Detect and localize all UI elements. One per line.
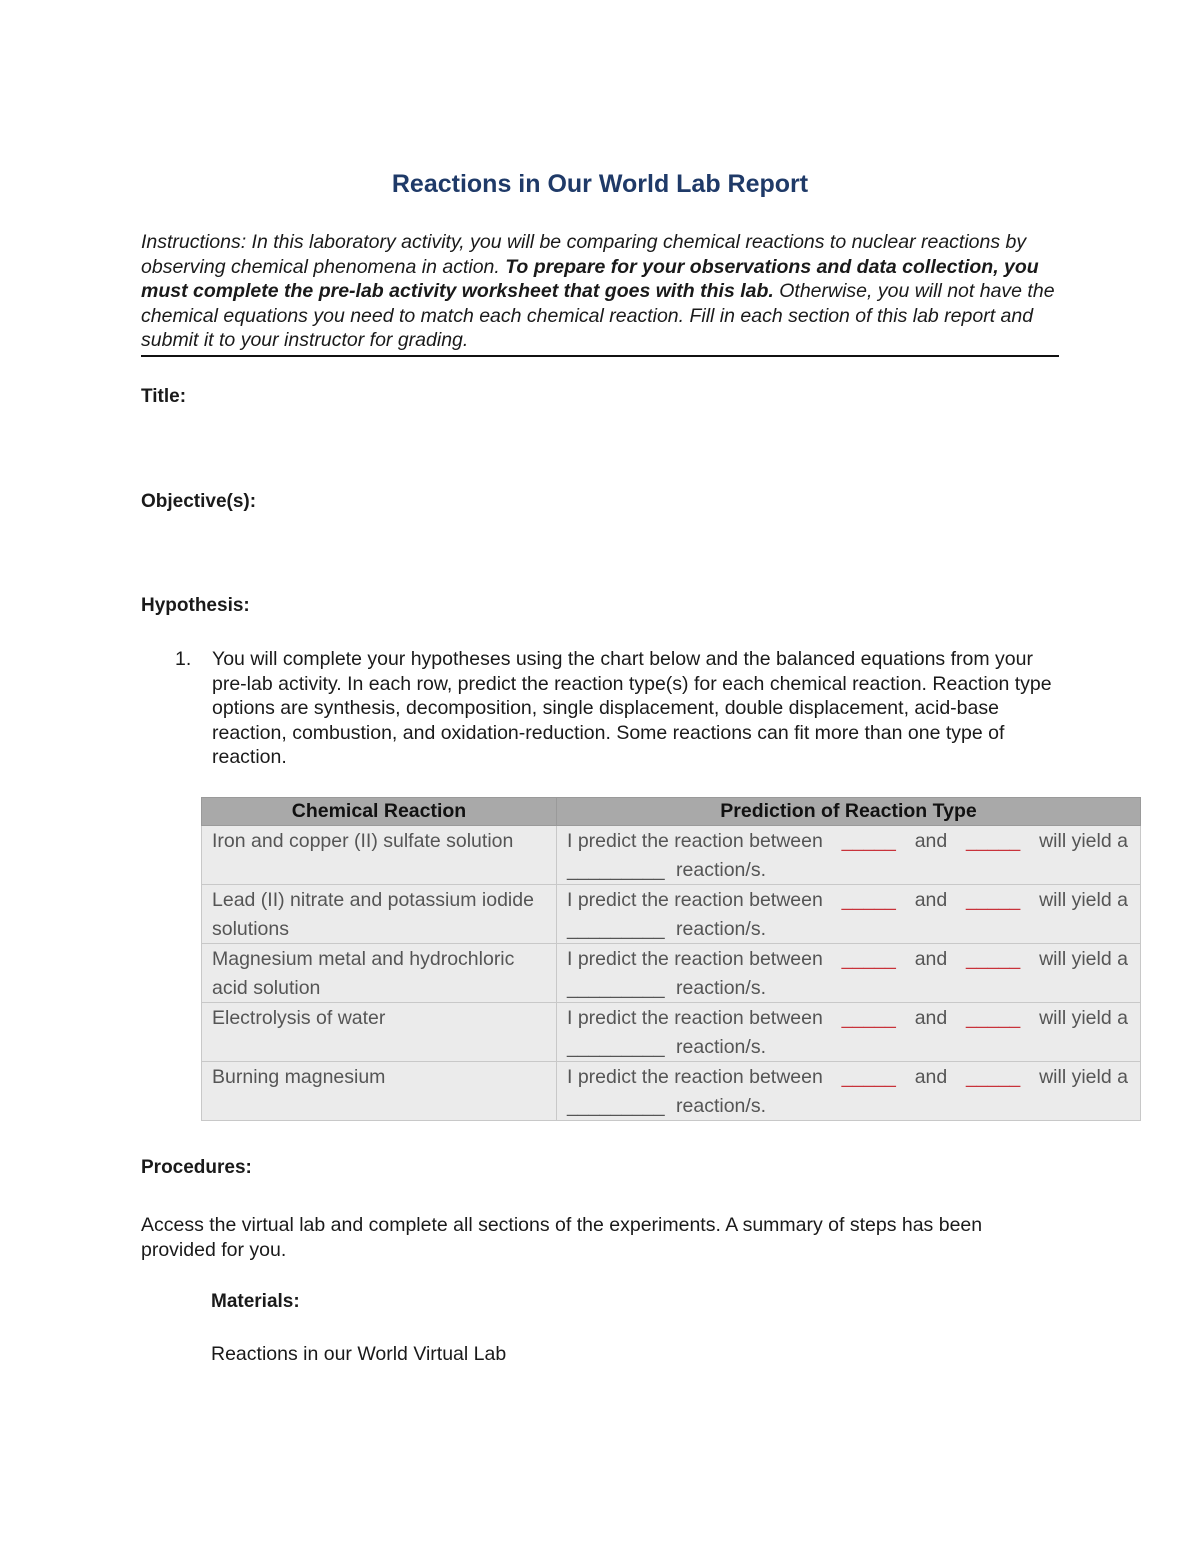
blank-reaction-type[interactable]: _________ [567,976,665,999]
reaction-cell: Electrolysis of water [202,1003,557,1062]
blank-reaction-type[interactable]: _________ [567,1094,665,1117]
prediction-and: and [914,1066,948,1088]
instructions-text: Instructions: In this laboratory activity, you will be comparing chemical reactions to nuclear reactions by observing chemical phenomena in action. [141,231,1027,278]
header-chemical-reaction: Chemical Reaction [202,798,557,826]
blank-reactant-2[interactable]: _____ [966,889,1021,911]
table-row [202,826,1141,885]
materials-heading: Materials: [211,1291,300,1312]
procedures-text: Access the virtual lab and complete all sections of the experiments. A summary of steps has been provided for you. [141,1214,983,1261]
table-row [202,885,1141,944]
prediction-lead: I predict the reaction between [567,948,823,970]
table-header-row [202,798,1141,826]
table-row [202,944,1141,1003]
list-item-text: You will complete your hypotheses using the chart below and the balanced equations from your pre-lab activity. In each row, predict the reaction type(s) for each chemical reaction. Reaction type options are synthesis, decomposition, single displacement, double displacement, acid-base reaction, combustion, and oxidation-reduction. Some reactions can fit more than one type of reaction. [212,648,1052,769]
prediction-lead: I predict the reaction between [567,1007,823,1029]
instructions-bold-text: To prepare for your observations and data collection, you must complete the pre-lab activity worksheet that goes with this lab. [141,255,1039,303]
hypothesis-heading: Hypothesis: [141,595,250,616]
blank-reactant-1[interactable]: _____ [841,889,896,911]
reaction-cell: Iron and copper (II) sulfate solution [202,826,557,885]
prediction-and: and [914,889,948,911]
prediction-tail: reaction/s. [676,976,766,999]
prediction-tail: reaction/s. [676,917,766,940]
prediction-and: and [914,948,948,970]
hypothesis-table [201,797,1141,1121]
prediction-tail: reaction/s. [676,858,766,881]
prediction-yield: will yield a [1039,1066,1128,1088]
blank-reactant-1[interactable]: _____ [841,830,896,852]
blank-reaction-type[interactable]: _________ [567,858,665,881]
blank-reactant-1[interactable]: _____ [841,1066,896,1088]
blank-reactant-1[interactable]: _____ [841,1007,896,1029]
prediction-cell [557,1003,1141,1062]
prediction-and: and [914,830,948,852]
reaction-cell: Burning magnesium [202,1062,557,1121]
blank-reactant-2[interactable]: _____ [966,1007,1021,1029]
hypothesis-list-item [175,647,1055,770]
prediction-cell [557,944,1141,1003]
procedures-heading: Procedures: [141,1157,252,1178]
table-row [202,1062,1141,1121]
prediction-tail: reaction/s. [676,1035,766,1058]
blank-reaction-type[interactable]: _________ [567,917,665,940]
prediction-lead: I predict the reaction between [567,830,823,852]
prediction-lead: I predict the reaction between [567,889,823,911]
prediction-lead: I predict the reaction between [567,1066,823,1088]
prediction-and: and [914,1007,948,1029]
blank-reaction-type[interactable]: _________ [567,1035,665,1058]
table-row [202,1003,1141,1062]
prediction-yield: will yield a [1039,889,1128,911]
reaction-cell: Magnesium metal and hydrochloric acid solution [202,944,557,1003]
prediction-tail: reaction/s. [676,1094,766,1117]
prediction-yield: will yield a [1039,830,1128,852]
prediction-yield: will yield a [1039,1007,1128,1029]
reaction-cell: Lead (II) nitrate and potassium iodide solutions [202,885,557,944]
materials-text: Reactions in our World Virtual Lab [211,1343,507,1365]
header-prediction: Prediction of Reaction Type [557,798,1141,826]
blank-reactant-2[interactable]: _____ [966,1066,1021,1088]
list-number: 1. [175,648,192,670]
prediction-yield: will yield a [1039,948,1128,970]
blank-reactant-2[interactable]: _____ [966,948,1021,970]
prediction-cell [557,1062,1141,1121]
title-heading: Title: [141,386,187,407]
blank-reactant-1[interactable]: _____ [841,948,896,970]
prediction-cell [557,885,1141,944]
document-title: Reactions in Our World Lab Report [391,170,809,198]
instructions-paragraph [141,230,1059,357]
objectives-heading: Objective(s): [141,491,257,512]
prediction-cell [557,826,1141,885]
instructions-text-end: Otherwise, you will not have the chemical equations you need to match each chemical reaction. Fill in each section of this lab report and submit it to your instructor for grading. [141,280,1055,352]
blank-reactant-2[interactable]: _____ [966,830,1021,852]
